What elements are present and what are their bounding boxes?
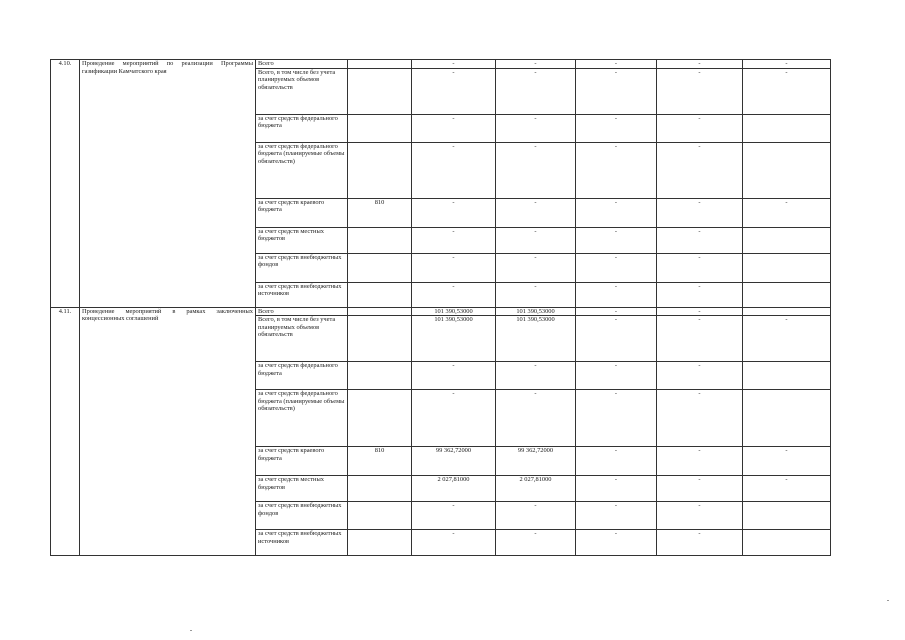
value-cell-5: -	[743, 60, 831, 69]
value-cell-5	[743, 114, 831, 142]
value-cell-2: -	[496, 390, 576, 447]
value-cell-2: -	[496, 282, 576, 307]
value-cell-3: -	[576, 227, 657, 253]
funding-source-cell: за счет средств внебюджетных фондов	[256, 253, 348, 282]
value-cell-2: 2 027,81000	[496, 476, 576, 502]
value-cell-4: -	[657, 390, 743, 447]
funding-source-cell: за счет средств местных бюджетов	[256, 227, 348, 253]
budget-code-cell	[348, 60, 412, 69]
budget-table	[50, 59, 831, 556]
section-number: 4.10.	[51, 60, 80, 308]
value-cell-4: -	[657, 60, 743, 69]
budget-code-cell	[348, 68, 412, 114]
scan-speck	[190, 630, 192, 631]
value-cell-1: 99 362,72000	[412, 447, 496, 476]
value-cell-3: -	[576, 198, 657, 227]
value-cell-3: -	[576, 282, 657, 307]
funding-source-cell: Всего	[256, 307, 348, 316]
value-cell-4: -	[657, 68, 743, 114]
section-title: Проведение мероприятий в рамках заключенных концессионных соглашений	[80, 307, 256, 556]
budget-code-cell	[348, 227, 412, 253]
value-cell-1: -	[412, 390, 496, 447]
table-row	[51, 60, 831, 69]
value-cell-1: -	[412, 227, 496, 253]
value-cell-3: -	[576, 390, 657, 447]
value-cell-1: -	[412, 253, 496, 282]
value-cell-4: -	[657, 253, 743, 282]
value-cell-4: -	[657, 502, 743, 530]
value-cell-2: -	[496, 60, 576, 69]
value-cell-5: -	[743, 316, 831, 362]
value-cell-5	[743, 502, 831, 530]
funding-source-cell: Всего, в том числе без учета планируемых объемов обязательств	[256, 68, 348, 114]
value-cell-5	[743, 253, 831, 282]
value-cell-2: -	[496, 114, 576, 142]
value-cell-3: -	[576, 447, 657, 476]
value-cell-2: -	[496, 530, 576, 556]
value-cell-3: -	[576, 362, 657, 390]
value-cell-1: -	[412, 502, 496, 530]
budget-code-cell	[348, 530, 412, 556]
budget-code-cell	[348, 316, 412, 362]
value-cell-5	[743, 390, 831, 447]
value-cell-3: -	[576, 502, 657, 530]
funding-source-cell: за счет средств краевого бюджета	[256, 447, 348, 476]
value-cell-5	[743, 282, 831, 307]
budget-code-cell: 810	[348, 198, 412, 227]
funding-source-cell: за счет средств федерального бюджета	[256, 362, 348, 390]
value-cell-5: -	[743, 68, 831, 114]
section-title: Проведение мероприятий по реализации Программы газификации Камчатского края	[80, 60, 256, 308]
value-cell-5: -	[743, 198, 831, 227]
value-cell-5	[743, 227, 831, 253]
funding-source-cell: за счет средств федерального бюджета (планируемые объемы обязательств)	[256, 390, 348, 447]
value-cell-3: -	[576, 142, 657, 198]
value-cell-1: 2 027,81000	[412, 476, 496, 502]
section-number: 4.11.	[51, 307, 80, 556]
budget-code-cell	[348, 282, 412, 307]
funding-source-cell: за счет средств местных бюджетов	[256, 476, 348, 502]
value-cell-2: -	[496, 198, 576, 227]
value-cell-2: -	[496, 253, 576, 282]
funding-source-cell: Всего	[256, 60, 348, 69]
budget-code-cell	[348, 114, 412, 142]
scan-speck	[887, 600, 889, 601]
value-cell-4: -	[657, 476, 743, 502]
value-cell-1: -	[412, 530, 496, 556]
value-cell-4: -	[657, 447, 743, 476]
value-cell-2: 99 362,72000	[496, 447, 576, 476]
value-cell-1: -	[412, 68, 496, 114]
value-cell-2: 101 390,53000	[496, 307, 576, 316]
value-cell-5	[743, 307, 831, 316]
value-cell-3: -	[576, 307, 657, 316]
value-cell-1: 101 390,53000	[412, 316, 496, 362]
funding-source-cell: за счет средств федерального бюджета (планируемые объемы обязательств)	[256, 142, 348, 198]
value-cell-1: -	[412, 198, 496, 227]
budget-code-cell	[348, 253, 412, 282]
value-cell-3: -	[576, 68, 657, 114]
value-cell-2: -	[496, 227, 576, 253]
funding-source-cell: за счет средств внебюджетных фондов	[256, 502, 348, 530]
budget-code-cell	[348, 362, 412, 390]
value-cell-4: -	[657, 316, 743, 362]
value-cell-1: -	[412, 282, 496, 307]
value-cell-4: -	[657, 227, 743, 253]
value-cell-1: -	[412, 142, 496, 198]
value-cell-3: -	[576, 530, 657, 556]
value-cell-2: -	[496, 362, 576, 390]
budget-code-cell	[348, 142, 412, 198]
value-cell-3: -	[576, 114, 657, 142]
funding-source-cell: за счет средств внебюджетных источников	[256, 530, 348, 556]
value-cell-4: -	[657, 142, 743, 198]
table-body	[51, 60, 831, 556]
budget-code-cell	[348, 307, 412, 316]
funding-source-cell: Всего, в том числе без учета планируемых объемов обязательств	[256, 316, 348, 362]
value-cell-4: -	[657, 282, 743, 307]
value-cell-5	[743, 530, 831, 556]
value-cell-2: -	[496, 142, 576, 198]
value-cell-4: -	[657, 198, 743, 227]
value-cell-4: -	[657, 362, 743, 390]
value-cell-1: -	[412, 362, 496, 390]
value-cell-5: -	[743, 476, 831, 502]
funding-source-cell: за счет средств федерального бюджета	[256, 114, 348, 142]
value-cell-2: -	[496, 502, 576, 530]
value-cell-1: -	[412, 114, 496, 142]
value-cell-5	[743, 142, 831, 198]
value-cell-3: -	[576, 316, 657, 362]
value-cell-5: -	[743, 447, 831, 476]
value-cell-3: -	[576, 60, 657, 69]
value-cell-2: -	[496, 68, 576, 114]
value-cell-1: -	[412, 60, 496, 69]
budget-code-cell	[348, 390, 412, 447]
value-cell-4: -	[657, 530, 743, 556]
value-cell-5	[743, 362, 831, 390]
budget-code-cell	[348, 476, 412, 502]
value-cell-4: -	[657, 114, 743, 142]
budget-code-cell: 810	[348, 447, 412, 476]
value-cell-1: 101 390,53000	[412, 307, 496, 316]
value-cell-3: -	[576, 476, 657, 502]
table-row	[51, 307, 831, 316]
budget-code-cell	[348, 502, 412, 530]
value-cell-4: -	[657, 307, 743, 316]
funding-source-cell: за счет средств краевого бюджета	[256, 198, 348, 227]
funding-source-cell: за счет средств внебюджетных источников	[256, 282, 348, 307]
value-cell-2: 101 390,53000	[496, 316, 576, 362]
value-cell-3: -	[576, 253, 657, 282]
